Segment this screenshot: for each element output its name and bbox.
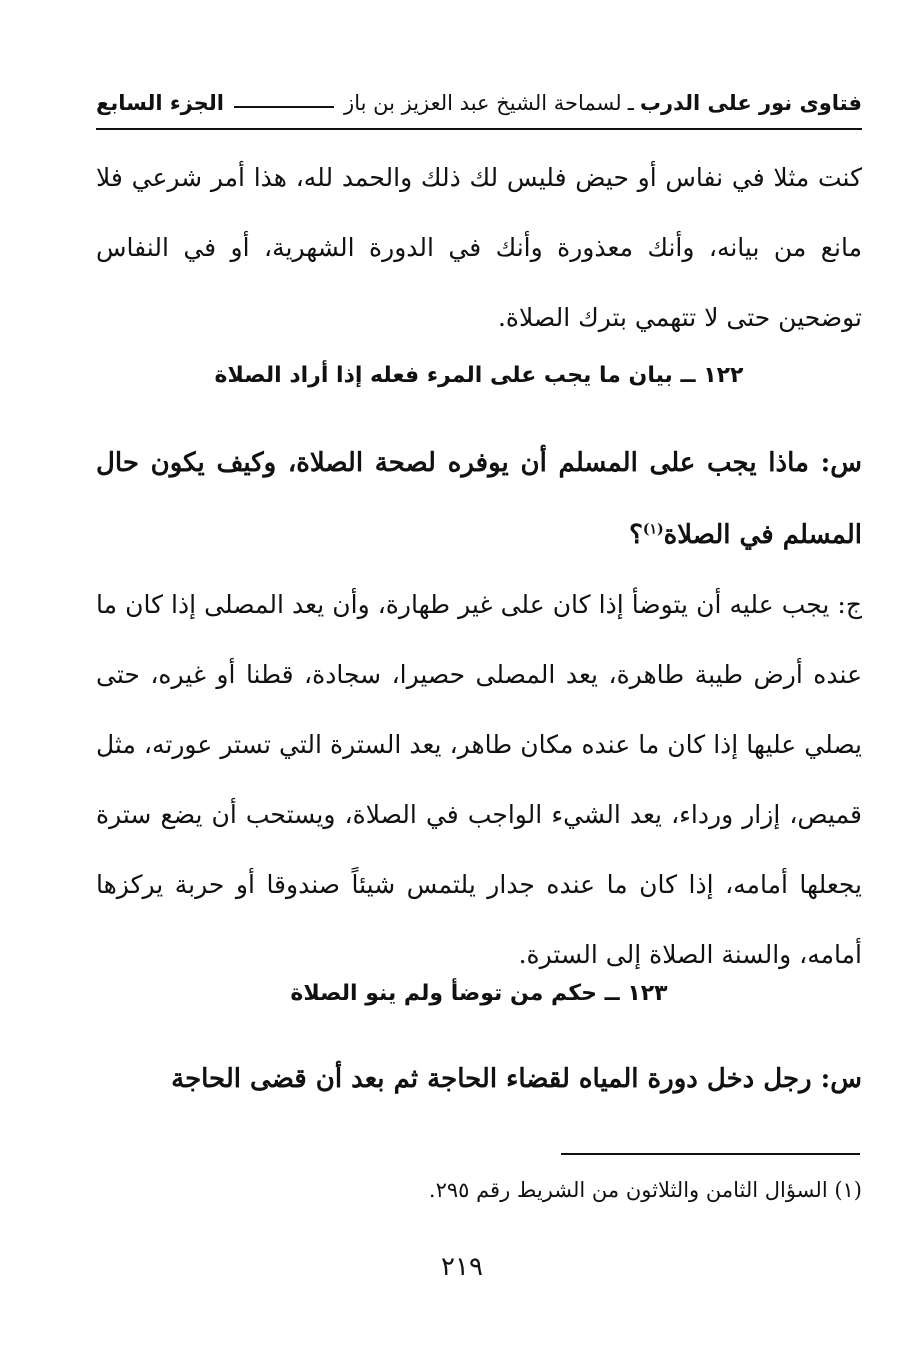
volume-label: الجزء السابع [96, 91, 224, 115]
page-number: ٢١٩ [441, 1252, 483, 1282]
header-rule [96, 128, 862, 130]
section-122-question [96, 427, 862, 571]
author-name: لسماحة الشيخ عبد العزيز بن باز [344, 91, 622, 115]
question-mark: ؟ [629, 520, 643, 550]
footnote-rule [561, 1153, 860, 1155]
running-header [96, 86, 862, 120]
section-122-answer: ج: يجب عليه أن يتوضأ إذا كان على غير طهارة، وأن يعد المصلى إذا كان ما عنده أرض طيبة طاهرة، يعد المصلى حصيرا، سجادة، قطنا أو غيره، حتى يصلي عليها إذا كان ما عنده مكان طاهر، يعد السترة التي تستر عورته، مثل قميص، إزار ورداء، يعد الشيء الواجب في الصلاة، ويستحب أن يضع سترة يجعلها أمامه، إذا كان ما عنده جدار يلتمس شيئاً صندوقا أو حربة يركزها أمامه، والسنة الصلاة إلى السترة. [96, 590, 863, 969]
question-text: س: ماذا يجب على المسلم أن يوفره لصحة الصلاة، وكيف يكون حال المسلم في الصلاة [96, 448, 862, 550]
header-separator: ـ [627, 91, 634, 115]
book-title: فتاوى نور على الدرب [639, 91, 862, 115]
section-122-heading: ١٢٢ ــ بيان ما يجب على المرء فعله إذا أراد الصلاة [214, 363, 744, 388]
footnote-ref: (١) [642, 521, 664, 538]
intro-paragraph: كنت مثلا في نفاس أو حيض فليس لك ذلك والحمد لله، هذا أمر شرعي فلا مانع من بيانه، وأنك معذورة وأنك في الدورة الشهرية، أو في النفاس توضحين حتى لا تتهمي بترك الصلاة. [96, 163, 862, 332]
footnote: (١) السؤال الثامن والثلاثون من الشريط رقم ٢٩٥. [428, 1178, 862, 1202]
section-123-question: س: رجل دخل دورة المياه لقضاء الحاجة ثم بعد أن قضى الحاجة [171, 1064, 862, 1094]
header-dash-line [234, 106, 334, 108]
section-123-heading: ١٢٣ ــ حكم من توضأ ولم ينو الصلاة [290, 981, 668, 1006]
